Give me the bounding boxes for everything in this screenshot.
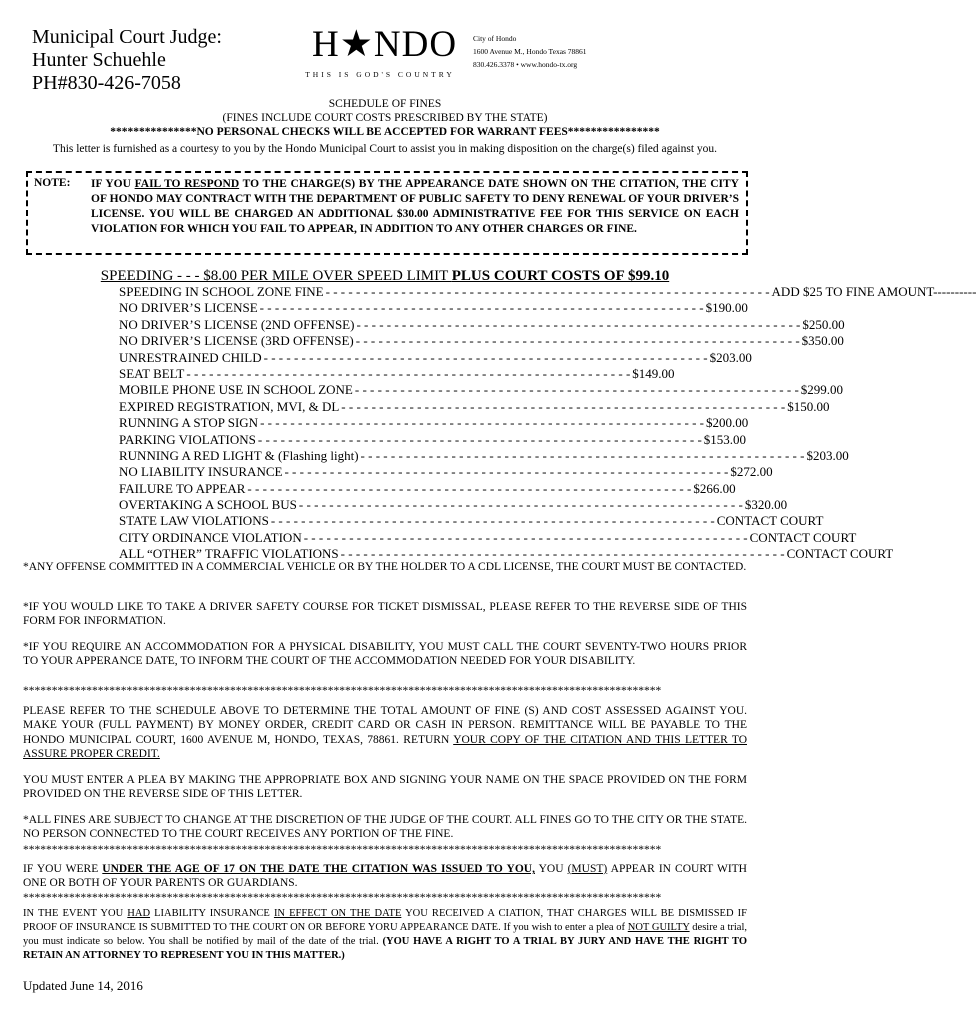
ins-not-guilty: NOT GUILTY (627, 922, 690, 933)
note-lead: IF YOU (91, 178, 135, 190)
ins-text-a: IN THE EVENT YOU (23, 908, 128, 919)
ins-text-b: LIABILITY INSURANCE (150, 908, 274, 919)
fines-list (119, 284, 976, 563)
fine-row (119, 300, 748, 316)
fine-row (119, 284, 976, 300)
fine-leader: - - - - - - - - - - - - - - - - - - - - - - - - - - - - - - - - - - - - - - - - - - - - - - - - - - - - - - - - - - - (341, 398, 786, 414)
insurance-notice (23, 907, 747, 963)
speeding-main: SPEEDING - - - $8.00 PER MILE OVER SPEED LIMIT (100, 268, 452, 284)
ins-text-d: If you wish to enter a plea of (500, 922, 628, 933)
fine-name: SEAT BELT (119, 365, 185, 381)
fine-row (119, 497, 788, 513)
checks-warning: ***************NO PERSONAL CHECKS WILL BE ACCEPTED FOR WARRANT FEES**************** (110, 126, 660, 138)
fine-leader: - - - - - - - - - - - - - - - - - - - - - - - - - - - - - - - - - - - - - - - - - - - - - - - - - - - - - - - - - - - (325, 284, 770, 299)
fine-leader: - - - - - - - - - - - - - - - - - - - - - - - - - - - - - - - - - - - - - - - - - - - - - - - - - - - - - - - - - - - (356, 316, 801, 332)
fine-name: RUNNING A RED LIGHT & (Flashing light) (119, 447, 359, 463)
note-rest: TO THE CHARGE(S) BY THE APPEARANCE DATE SHOWN ON THE CITATION, THE CITY OF HONDO MAY CONTRACT WITH THE DEPARTMENT OF PUBLIC SAFETY TO DENY RENEWAL OF YOUR DRIVER’S LICENSE. YOU WILL BE CHARGED AN ADDITIONAL $30.00 ADMINISTRATIVE FEE FOR THIS SERVICE ON EACH VIOLATION FOR WHICH YOU FAIL TO APPEAR, IN ADDITION TO ANY OTHER CHARGES OR FINE. (91, 178, 739, 235)
payment-notice (23, 704, 747, 761)
judge-title: Municipal Court Judge: (32, 26, 222, 48)
fine-leader: - - - - - - - - - - - - - - - - - - - - - - - - - - - - - - - - - - - - - - - - - - - - - - - - - - - - - - - - - - - (263, 349, 708, 365)
note-label: NOTE: (34, 177, 71, 189)
updated-date: Updated June 14, 2016 (23, 978, 143, 993)
note-fail-to-respond: FAIL TO RESPOND (134, 178, 240, 190)
fine-row (119, 464, 773, 480)
fine-amount: $320.00 (744, 497, 788, 513)
fine-name: FAILURE TO APPEAR (119, 480, 246, 496)
judge-block (32, 26, 222, 95)
fine-row (119, 480, 736, 497)
fine-amount: CONTACT COURT (716, 513, 824, 529)
city-info (473, 32, 587, 71)
ins-effect-date: IN EFFECT ON THE DATE (273, 908, 402, 919)
fine-leader: - - - - - - - - - - - - - - - - - - - - - - - - - - - - - - - - - - - - - - - - - - - - - - - - - - - - - - - - - - - (270, 513, 715, 529)
safety-course-notice: *IF YOU WOULD LIKE TO TAKE A DRIVER SAFETY COURSE FOR TICKET DISMISSAL, PLEASE REFER TO THE REVERSE SIDE OF THIS FORM FOR INFORMATION. (23, 601, 747, 628)
payment-text: PLEASE REFER TO THE SCHEDULE ABOVE TO DETERMINE THE TOTAL AMOUNT OF FINE (S) AND COST ASSESSED AGAINST YOU. MAKE YOUR (FULL PAYMENT) BY MONEY ORDER, CREDIT CARD OR CASH IN PERSON. REMITTANCE WILL BE PAYABLE TO THE HONDO MUNICIPAL COURT, 1600 AVENUE M, HONDO, TEXAS, 78861. RETURN (23, 705, 747, 746)
fine-leader: - - - - - - - - - - - - - - - - - - - - - - - - - - - - - - - - - - - - - - - - - - - - - - - - - - - - - - - - - - - (257, 431, 702, 447)
fine-amount: $272.00 (730, 464, 773, 480)
speeding-court-costs: PLUS COURT COSTS OF $99.10 (451, 268, 670, 284)
minor-must: (MUST) (567, 863, 608, 875)
minor-age-underlined: UNDER THE AGE OF 17 ON THE DATE THE CITATION WAS ISSUED TO YOU, (102, 863, 535, 875)
minor-text-b: YOU (534, 863, 568, 875)
ins-had: HAD (127, 908, 151, 919)
fine-row (119, 382, 844, 398)
fine-leader: - - - - - - - - - - - - - - - - - - - - - - - - - - - - - - - - - - - - - - - - - - - - - - - - - - - - - - - - - - - (303, 529, 748, 545)
schedule-subtitle: (FINES INCLUDE COURT COSTS PRESCRIBED BY THE STATE) (222, 112, 548, 124)
fine-name: ALL “OTHER” TRAFFIC VIOLATIONS (119, 546, 339, 562)
fine-name: RUNNING A STOP SIGN (119, 415, 259, 431)
fine-name: OVERTAKING A SCHOOL BUS (119, 497, 297, 513)
fine-leader: - - - - - - - - - - - - - - - - - - - - - - - - - - - - - - - - - - - - - - - - - - - - - - - - - - - - - - - - - - - (298, 497, 743, 513)
fine-name: MOBILE PHONE USE IN SCHOOL ZONE (119, 382, 353, 398)
fine-row (119, 529, 857, 546)
fine-leader: - - - - - - - - - - - - - - - - - - - - - - - - - - - - - - - - - - - - - - - - - - - - - - - - - - - - - - - - - - - (355, 333, 800, 349)
fine-name: NO DRIVER’S LICENSE (119, 300, 258, 316)
fine-row (119, 398, 830, 415)
fine-amount: $250.00 (802, 316, 845, 332)
fine-leader: - - - - - - - - - - - - - - - - - - - - - - - - - - - - - - - - - - - - - - - - - - - - - - - - - - - - - - - - - - - (360, 447, 805, 463)
fine-row (119, 333, 844, 349)
city-address: 1600 Avenue M., Hondo Texas 78861 (473, 47, 587, 56)
fine-leader: - - - - - - - - - - - - - - - - - - - - - - - - - - - - - - - - - - - - - - - - - - - - - - - - - - - - - - - - - - - (354, 382, 799, 398)
fine-amount: $149.00 (632, 365, 675, 381)
minor-text-c: APPEAR IN COURT WITH ONE OR BOTH OF YOUR PARENTS OR GUARDIANS. (23, 863, 747, 890)
fine-row (119, 431, 747, 448)
accommodation-notice: *IF YOU REQUIRE AN ACCOMMODATION FOR A PHYSICAL DISABILITY, YOU MUST CALL THE COURT SEVENTY-TWO HOURS PRIOR TO YOUR APPERANCE DATE, TO INFORM THE COURT OF THE ACCOMMODATION NEEDED FOR YOUR DISABILITY. (23, 641, 747, 668)
logo-wordmark: H★NDO (312, 24, 458, 65)
fine-name: SPEEDING IN SCHOOL ZONE FINE (119, 284, 324, 299)
hondo-logo (300, 22, 460, 84)
ins-text-e: desire a trial, you must indicate so below. You shall be notified by mail of the date of the trial. (23, 922, 747, 947)
fine-name: NO DRIVER’S LICENSE (3RD OFFENSE) (119, 333, 354, 349)
fine-name: NO LIABILITY INSURANCE (119, 464, 283, 480)
fine-amount: $203.00 (806, 447, 849, 463)
fine-name: CITY ORDINANCE VIOLATION (119, 529, 302, 545)
ins-jury-right: (YOU HAVE A RIGHT TO A TRIAL BY JURY AND HAVE THE RIGHT TO RETAIN AN ATTORNEY TO REPRESENT YOU IN THIS MATTER.) (23, 936, 747, 961)
stars-divider: *************************************************************************************************************** (23, 892, 662, 904)
judge-phone: PH#830-426-7058 (32, 72, 181, 94)
fine-amount: $350.00 (801, 333, 844, 349)
plea-notice: YOU MUST ENTER A PLEA BY MAKING THE APPROPRIATE BOX AND SIGNING YOUR NAME ON THE SPACE PROVIDED ON THE FORM PROVIDED ON THE REVERSE SIDE OF THIS LETTER. (23, 774, 747, 801)
schedule-title: SCHEDULE OF FINES (328, 98, 442, 110)
logo-tagline: THIS IS GOD'S COUNTRY (305, 70, 455, 79)
fine-name: STATE LAW VIOLATIONS (119, 513, 269, 529)
fine-row (119, 415, 749, 431)
fine-amount: $153.00 (703, 431, 747, 447)
fine-row (119, 349, 752, 366)
fine-leader: - - - - - - - - - - - - - - - - - - - - - - - - - - - - - - - - - - - - - - - - - - - - - - - - - - - - - - - - - - - (186, 365, 631, 381)
payment-copy-underlined: YOUR COPY OF THE CITATION AND THIS LETTER TO ASSURE PROPER CREDIT. (23, 733, 747, 760)
fine-leader: - - - - - - - - - - - - - - - - - - - - - - - - - - - - - - - - - - - - - - - - - - - - - - - - - - - - - - - - - - - (284, 464, 729, 480)
fine-leader: - - - - - - - - - - - - - - - - - - - - - - - - - - - - - - - - - - - - - - - - - - - - - - - - - - - - - - - - - - - (340, 546, 785, 562)
fine-amount: CONTACT COURT (786, 546, 894, 562)
city-contact: 830.426.3378 • www.hondo-tx.org (473, 60, 578, 69)
cdl-notice: *ANY OFFENSE COMMITTED IN A COMMERCIAL VEHICLE OR BY THE HOLDER TO A CDL LICENSE, THE COURT MUST BE CONTACTED. (23, 561, 747, 573)
fine-leader: - - - - - - - - - - - - - - - - - - - - - - - - - - - - - - - - - - - - - - - - - - - - - - - - - - - - - - - - - - - (247, 480, 692, 496)
fine-name: PARKING VIOLATIONS (119, 431, 256, 447)
fine-name: NO DRIVER’S LICENSE (2ND OFFENSE) (119, 316, 355, 332)
fine-amount: $190.00 (705, 300, 748, 316)
fine-row (119, 365, 675, 382)
courtesy-text: This letter is furnished as a courtesy to you by the Hondo Municipal Court to assist you in making disposition on the charge(s) filed against you. (52, 143, 718, 155)
stars-divider: *************************************************************************************************************** (23, 685, 662, 697)
fine-amount: $200.00 (705, 415, 749, 431)
ins-text-c: YOU RECEIVED A CIATION, THAT CHARGES WILL BE DISMISSED IF PROOF OF INSURANCE IS SUBMITTED TO THE COURT ON OR BEFORE YORU APPEARANCE DATE. (23, 908, 747, 933)
fine-leader: - - - - - - - - - - - - - - - - - - - - - - - - - - - - - - - - - - - - - - - - - - - - - - - - - - - - - - - - - - - (259, 300, 704, 316)
note-text (91, 177, 739, 237)
fine-row (119, 447, 849, 464)
fine-amount: ADD $25 TO FINE AMOUNT---------- (771, 284, 976, 299)
minor-notice (23, 862, 747, 891)
fine-amount: $266.00 (693, 480, 736, 496)
fine-amount: CONTACT COURT (749, 529, 857, 545)
fine-amount: $150.00 (787, 398, 830, 414)
fine-leader: - - - - - - - - - - - - - - - - - - - - - - - - - - - - - - - - - - - - - - - - - - - - - - - - - - - - - - - - - - - (260, 415, 704, 431)
fine-name: EXPIRED REGISTRATION, MVI, & DL (119, 398, 340, 414)
judge-name: Hunter Schuehle (32, 49, 166, 71)
city-name: City of Hondo (473, 34, 517, 43)
minor-text-a: IF YOU WERE (23, 863, 103, 875)
fine-amount: $203.00 (709, 349, 752, 365)
fine-amount: $299.00 (800, 382, 844, 398)
fine-row (119, 513, 824, 529)
subject-notice: *ALL FINES ARE SUBJECT TO CHANGE AT THE DISCRETION OF THE JUDGE OF THE COURT. ALL FINES GO TO THE CITY OR THE STATE. NO PERSON CONNECTED TO THE COURT RECEIVES ANY PORTION OF THE FINE. (23, 814, 747, 841)
fine-row (119, 316, 845, 333)
speeding-line (0, 268, 770, 285)
fine-name: UNRESTRAINED CHILD (119, 349, 262, 365)
stars-divider: *************************************************************************************************************** (23, 844, 662, 856)
